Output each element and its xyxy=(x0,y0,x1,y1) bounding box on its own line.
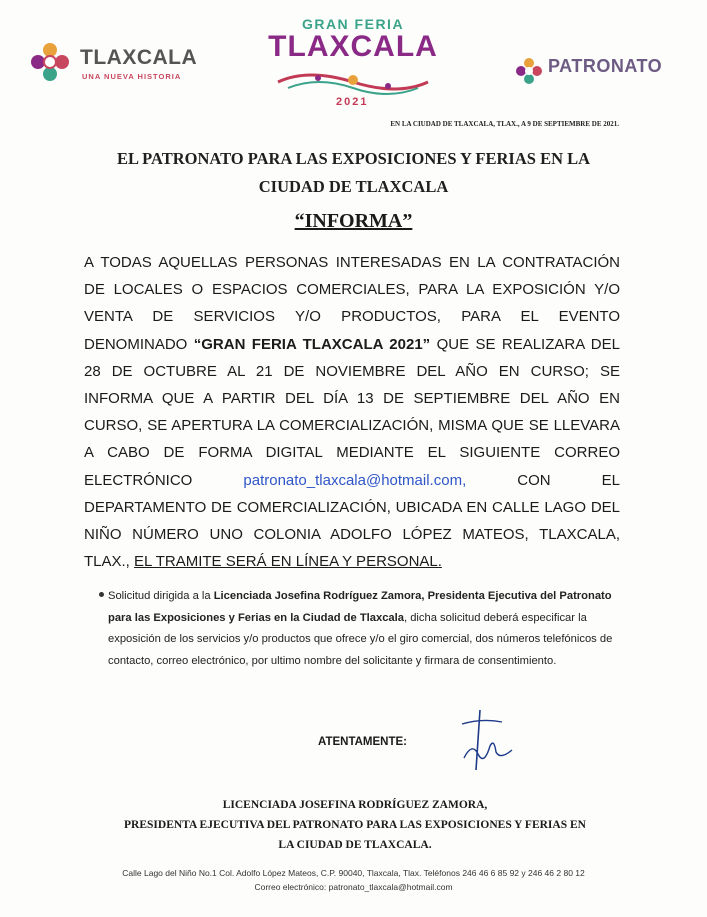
patronato-flower-icon xyxy=(514,56,544,86)
title-line-2: CIUDAD DE TLAXCALA xyxy=(258,177,449,196)
bullet-icon xyxy=(99,592,104,597)
signature-icon xyxy=(450,708,520,778)
gran-feria-logo-top: GRAN FERIA xyxy=(301,16,405,32)
gran-feria-logo xyxy=(258,16,448,116)
body-text: QUE SE REALIZARA DEL xyxy=(430,335,620,353)
body-text: DENOMINADO xyxy=(84,335,194,353)
bullet-text: Solicitud dirigida a la xyxy=(108,590,214,602)
place-date: EN LA CIUDAD DE TLAXCALA, TLAX., A 9 DE SEPTIEMBRE DE 2021. xyxy=(390,120,619,128)
procedure-note: EL TRAMITE SERÁ EN LÍNEA Y PERSONAL. xyxy=(134,553,442,571)
flower-icon xyxy=(28,40,72,84)
body-text: TLAX., xyxy=(84,553,135,571)
body-text: EL xyxy=(601,471,620,489)
body-line: CURSO, SE APERTURA LA COMERCIALIZACIÓN, MISMA QUE SE LLEVARA xyxy=(84,417,620,435)
signer-block xyxy=(100,795,610,855)
body-line: DEPARTAMENTO DE COMERCIALIZACIÓN, UBICADA EN CALLE LAGO DEL xyxy=(84,498,620,516)
footer-email: Correo electrónico: patronato_tlaxcala@hotmail.com xyxy=(254,882,453,892)
body-line: VENTA DE SERVICIOS Y/O PRODUCTOS, PARA EL EVENTO xyxy=(84,308,620,326)
footer xyxy=(60,866,647,894)
body-line: INFORMA QUE A PARTIR DEL DÍA 13 DE SEPTIEMBRE DEL AÑO EN xyxy=(84,390,620,408)
informa-heading: “INFORMA” xyxy=(294,210,413,232)
request-instructions xyxy=(108,586,618,672)
body-line xyxy=(84,467,620,494)
tlaxcala-logo-tagline: UNA NUEVA HISTORIA xyxy=(82,72,182,81)
signer-name: LICENCIADA JOSEFINA RODRÍGUEZ ZAMORA, xyxy=(222,799,488,811)
patronato-logo xyxy=(510,52,690,92)
signer-title-cont: LA CIUDAD DE TLAXCALA. xyxy=(278,839,432,851)
body-line: NIÑO NÚMERO UNO COLONIA ADOLFO LÓPEZ MATEOS, TLAXCALA, xyxy=(84,526,620,544)
body-line: A CABO DE FORMA DIGITAL MEDIANTE EL SIGUIENTE CORREO xyxy=(84,444,620,462)
contact-email-link[interactable]: patronato_tlaxcala@hotmail.com, xyxy=(243,471,467,489)
body-line xyxy=(84,548,620,575)
body-line: DE LOCALES O ESPACIOS COMERCIALES, PARA LA EXPOSICIÓN Y/O xyxy=(84,281,620,299)
document-title xyxy=(60,145,647,201)
body-line xyxy=(84,331,620,358)
body-text: CON xyxy=(517,471,551,489)
body-text: ELECTRÓNICO xyxy=(84,471,193,489)
closing-atentamente: ATENTAMENTE: xyxy=(318,736,408,748)
bullet-addressee: Licenciada Josefina Rodríguez Zamora, Presidenta Ejecutiva del Patronato para las Exposiciones y Ferias en la Ciudad de Tlaxcala xyxy=(108,590,612,624)
tlaxcala-logo-name: TLAXCALA xyxy=(80,46,198,69)
gran-feria-logo-main: TLAXCALA xyxy=(268,30,438,63)
ornament-icon xyxy=(258,68,448,96)
signer-title: PRESIDENTA EJECUTIVA DEL PATRONATO PARA LAS EXPOSICIONES Y FERIAS EN xyxy=(124,819,586,831)
footer-address: Calle Lago del Niño No.1 Col. Adolfo López Mateos, C.P. 90040, Tlaxcala, Tlax. Teléfonos 246 46 6 85 92 y 246 46 2 80 12 xyxy=(122,868,585,878)
body-paragraph xyxy=(84,249,620,575)
body-line: A TODAS AQUELLAS PERSONAS INTERESADAS EN LA CONTRATACIÓN xyxy=(84,254,620,271)
event-name: “GRAN FERIA TLAXCALA 2021” xyxy=(193,335,431,353)
bullet-text: , dicha solicitud deberá especificar la exposición de los servicios y/o productos que ofrece y/o el giro comercial, dos números telefónicos de contacto, correo electrónico, por ultimo nombre del solicitante y firmara de consentimiento. xyxy=(108,611,613,667)
body-line: 28 DE OCTUBRE AL 21 DE NOVIEMBRE DEL AÑO EN CURSO; SE xyxy=(84,362,620,380)
title-line-1: EL PATRONATO PARA LAS EXPOSICIONES Y FERIAS EN LA xyxy=(116,149,591,168)
patronato-logo-name: PATRONATO xyxy=(548,56,663,76)
tlaxcala-logo xyxy=(28,40,208,90)
gran-feria-logo-year: 2021 xyxy=(336,96,369,108)
